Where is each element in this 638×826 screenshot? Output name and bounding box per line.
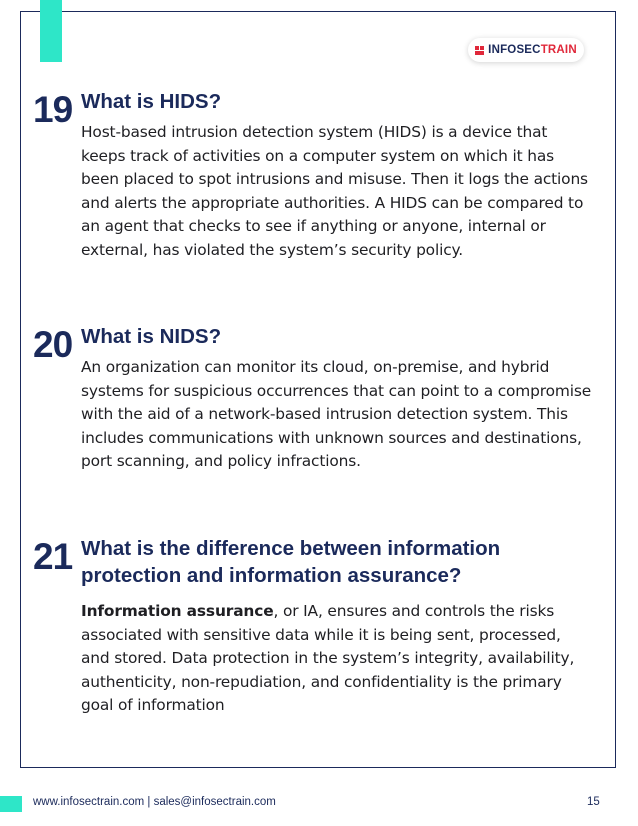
question-body-bold: Information assurance xyxy=(81,602,274,620)
question-body xyxy=(81,600,591,718)
question-title: What is the difference between information protection and information assurance? xyxy=(81,537,501,587)
logo-mark-icon xyxy=(475,46,484,55)
logo-text-right: TRAIN xyxy=(540,44,577,56)
question-title: What is HIDS? xyxy=(81,90,222,113)
logo-text-left: INFOSEC xyxy=(488,44,541,56)
question-number: 19 xyxy=(33,89,73,130)
question-body: Host-based intrusion detection system (HIDS) is a device that keeps track of activities on a computer system on which it has been placed to spot intrusions and misuse. Then it logs the actions and alerts the appropriate authorities. A HIDS can be compared to an agent that checks to see if anything or anyone, internal or external, has violated the system’s security policy. xyxy=(81,123,588,259)
question-body: An organization can monitor its cloud, on-premise, and hybrid systems for suspicious occurrences that can point to a compromise with the aid of a network-based intrusion detection system. This includes communications with unknown sources and destinations, port scanning, and policy infractions. xyxy=(81,358,592,470)
accent-bar xyxy=(40,0,62,62)
question-body-text: , or IA, ensures and controls the risks associated with sensitive data while it is being sent, processed, and stored. Data protection in the system’s integrity, availability, authenticity, non-repudiation, and confidentiality is the primary goal of information xyxy=(81,602,575,714)
question-title: What is NIDS? xyxy=(81,325,222,348)
brand-logo xyxy=(468,38,584,62)
question-number: 20 xyxy=(33,324,73,365)
page-number: 15 xyxy=(587,796,600,808)
footer-contact: www.infosectrain.com | sales@infosectrain.com xyxy=(33,796,276,808)
footer-accent-square xyxy=(0,796,22,812)
question-number: 21 xyxy=(33,536,73,577)
